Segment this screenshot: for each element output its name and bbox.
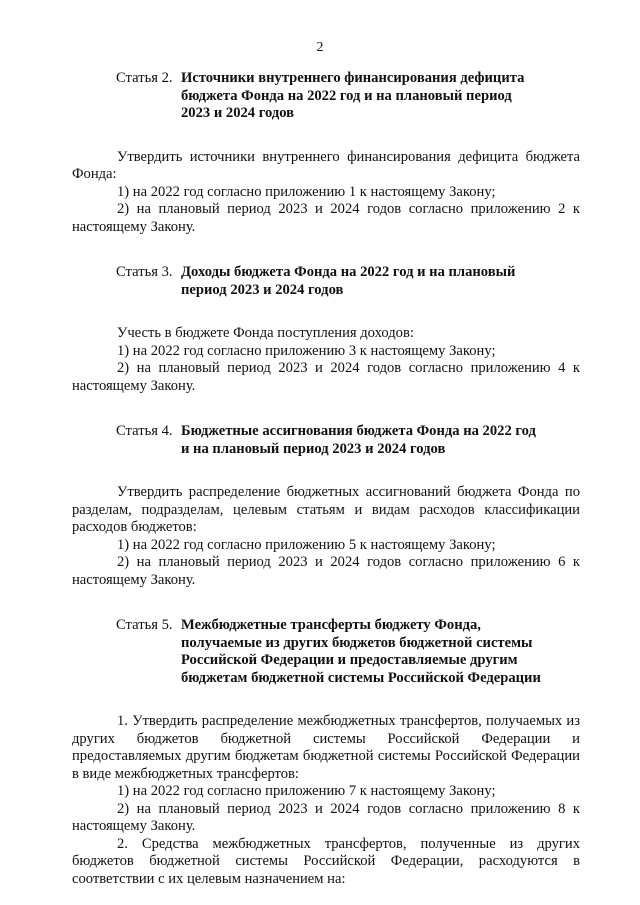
article-label: Статья 2.: [116, 70, 173, 86]
article-4: [72, 423, 580, 589]
article-title-line: бюджета Фонда на 2022 год и на плановый период: [181, 87, 512, 104]
paragraph: Утвердить источники внутреннего финансирования дефицита бюджета Фонда:: [72, 148, 580, 182]
page-number: 2: [316, 40, 324, 55]
paragraph: 2) на плановый период 2023 и 2024 годов согласно приложению 8 к настоящему Закону.: [72, 800, 580, 834]
article-label: Статья 3.: [116, 264, 173, 280]
article-title-line: Бюджетные ассигнования бюджета Фонда на 2022 год: [181, 423, 536, 439]
article-label: Статья 5.: [116, 617, 173, 633]
paragraph: 2) на плановый период 2023 и 2024 годов согласно приложению 2 к настоящему Закону.: [72, 201, 580, 235]
article-title-line: получаемые из других бюджетов бюджетной системы: [181, 634, 533, 651]
article-title: [181, 617, 580, 687]
paragraph: 2) на плановый период 2023 и 2024 годов согласно приложению 4 к настоящему Закону.: [72, 360, 580, 394]
paragraph: 2. Средства межбюджетных трансфертов, полученные из других бюджетов бюджетной системы Российской Федерации, расходуются в соответствии с их целевым назначением на:: [72, 835, 580, 887]
article-heading: [72, 264, 580, 299]
article-title-line: Межбюджетные трансферты бюджету Фонда,: [181, 617, 481, 633]
article-title: [181, 70, 580, 123]
paragraph: 1) на 2022 год согласно приложению 1 к настоящему Закону;: [117, 183, 496, 200]
paragraph: Утвердить распределение бюджетных ассигнований бюджета Фонда по разделам, подразделам, целевым статьям и видам расходов классификации расходов бюджетов:: [72, 484, 580, 535]
article-label: Статья 4.: [116, 423, 173, 439]
paragraph: 1) на 2022 год согласно приложению 5 к настоящему Закону;: [117, 536, 496, 553]
paragraph: Учесть в бюджете Фонда поступления доходов:: [117, 325, 414, 341]
article-title-line: и на плановый период 2023 и 2024 годов: [181, 440, 446, 457]
article-heading: [72, 617, 580, 687]
document-body: [72, 70, 580, 888]
paragraph: 2) на плановый период 2023 и 2024 годов согласно приложению 6 к настоящему Закону.: [72, 554, 580, 588]
article-title: [181, 423, 580, 458]
article-title-line: бюджетам бюджетной системы Российской Федерации: [181, 669, 541, 686]
article-2: [72, 70, 580, 236]
article-heading: [72, 423, 580, 458]
article-title-line: Доходы бюджета Фонда на 2022 год и на плановый: [181, 264, 516, 280]
article-title-line: 2023 и 2024 годов: [181, 105, 295, 121]
article-3: [72, 264, 580, 395]
article-heading: [72, 70, 580, 123]
paragraph: 1) на 2022 год согласно приложению 7 к настоящему Закону;: [117, 783, 496, 799]
article-5: [72, 617, 580, 888]
article-title-line: Российской Федерации и предоставляемые другим: [181, 652, 518, 668]
article-title-line: Источники внутреннего финансирования дефицита: [181, 70, 525, 86]
paragraph: 1. Утвердить распределение межбюджетных трансфертов, получаемых из других бюджетов бюджетной системы Российской Федерации и предоставляемых другим бюджетам бюджетной системы Российской Федерации в виде межбюджетных трансфертов:: [72, 713, 580, 782]
paragraph: 1) на 2022 год согласно приложению 3 к настоящему Закону;: [117, 342, 496, 359]
article-title: [181, 264, 580, 299]
article-title-line: период 2023 и 2024 годов: [181, 281, 344, 298]
